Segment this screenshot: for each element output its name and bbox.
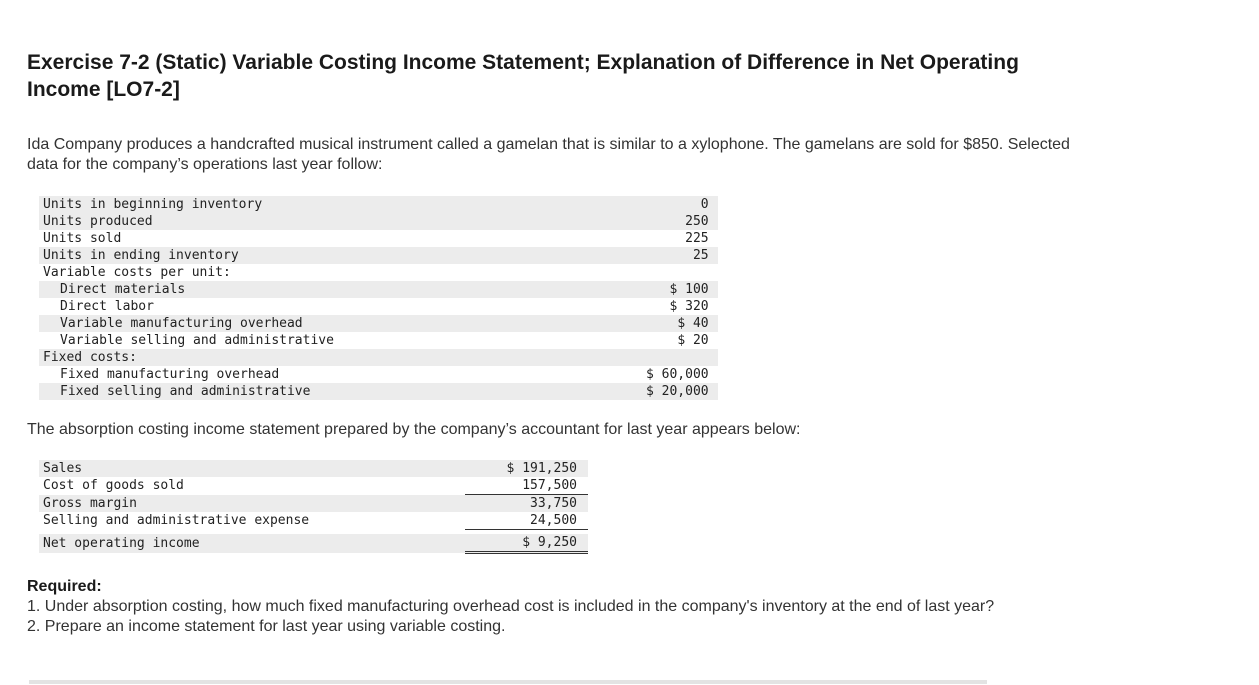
row-label: Selling and administrative expense: [43, 513, 310, 529]
row-label: Fixed costs:: [39, 349, 642, 366]
table-row: [39, 281, 718, 298]
table-row: [39, 349, 718, 366]
row-value: 33,750: [465, 495, 588, 513]
table-row: [39, 534, 588, 553]
table-row: [39, 264, 718, 281]
required-section: [27, 577, 1067, 637]
statement-intro: The absorption costing income statement prepared by the company’s accountant for last year appears below:: [27, 421, 801, 438]
table-row: [39, 366, 718, 383]
row-label: Variable costs per unit:: [43, 265, 231, 280]
row-label: Variable selling and administrative: [60, 333, 334, 348]
row-label: Units sold: [43, 231, 122, 246]
row-label: Direct labor: [60, 299, 154, 314]
row-label: Cost of goods sold: [43, 478, 184, 494]
table-row: [39, 196, 718, 213]
row-label: Net operating income: [39, 534, 465, 553]
table-row: [39, 460, 588, 477]
table-row: [39, 213, 718, 230]
table-row: [39, 230, 718, 247]
intro-paragraph: Ida Company produces a handcrafted musical instrument called a gamelan that is similar to a xylophone. The gamelans are sold for $850. Selected data for the company’s operations last year follow:: [27, 136, 1070, 173]
row-label: Variable manufacturing overhead: [39, 315, 642, 332]
row-value: 24,500: [465, 512, 588, 530]
table-row: [39, 247, 718, 264]
row-value: $ 100: [642, 281, 718, 298]
bottom-divider: [29, 680, 987, 684]
row-label: Sales: [39, 460, 465, 477]
row-value: $ 320: [669, 299, 709, 314]
table-row: [39, 512, 588, 530]
row-value: 0: [642, 196, 718, 213]
income-statement-table: [39, 460, 588, 554]
row-value: [642, 264, 718, 281]
row-label: Direct materials: [39, 281, 642, 298]
required-item-2: 2. Prepare an income statement for last year using variable costing.: [27, 618, 506, 635]
row-value: [642, 349, 718, 366]
row-value: $ 9,250: [465, 534, 588, 553]
page-title: Exercise 7-2 (Static) Variable Costing Income Statement; Explanation of Difference in Net Operating Income [LO7-2]: [27, 51, 1019, 101]
row-label: Fixed selling and administrative: [39, 383, 642, 400]
data-table: [39, 196, 718, 400]
table-row: [39, 383, 718, 400]
row-label: Units in beginning inventory: [39, 196, 642, 213]
required-heading: Required:: [27, 578, 102, 595]
table-row: [39, 298, 718, 315]
row-value: $ 60,000: [646, 367, 709, 382]
row-value: 250: [642, 213, 718, 230]
row-value: $ 191,250: [465, 460, 588, 477]
row-value: $ 20,000: [642, 383, 718, 400]
row-label: Gross margin: [39, 495, 465, 513]
required-item-1: 1. Under absorption costing, how much fixed manufacturing overhead cost is included in the company's inventory at the end of last year?: [27, 598, 995, 615]
row-value: $ 20: [677, 333, 709, 348]
table-row: [39, 332, 718, 349]
table-row: [39, 315, 718, 332]
table-row: [39, 495, 588, 513]
row-label: Units produced: [39, 213, 642, 230]
table-row: [39, 477, 588, 495]
row-label: Fixed manufacturing overhead: [60, 367, 280, 382]
row-value: 25: [642, 247, 718, 264]
row-value: 157,500: [465, 477, 588, 495]
row-value: 225: [685, 231, 709, 246]
row-label: Units in ending inventory: [39, 247, 642, 264]
row-value: $ 40: [642, 315, 718, 332]
